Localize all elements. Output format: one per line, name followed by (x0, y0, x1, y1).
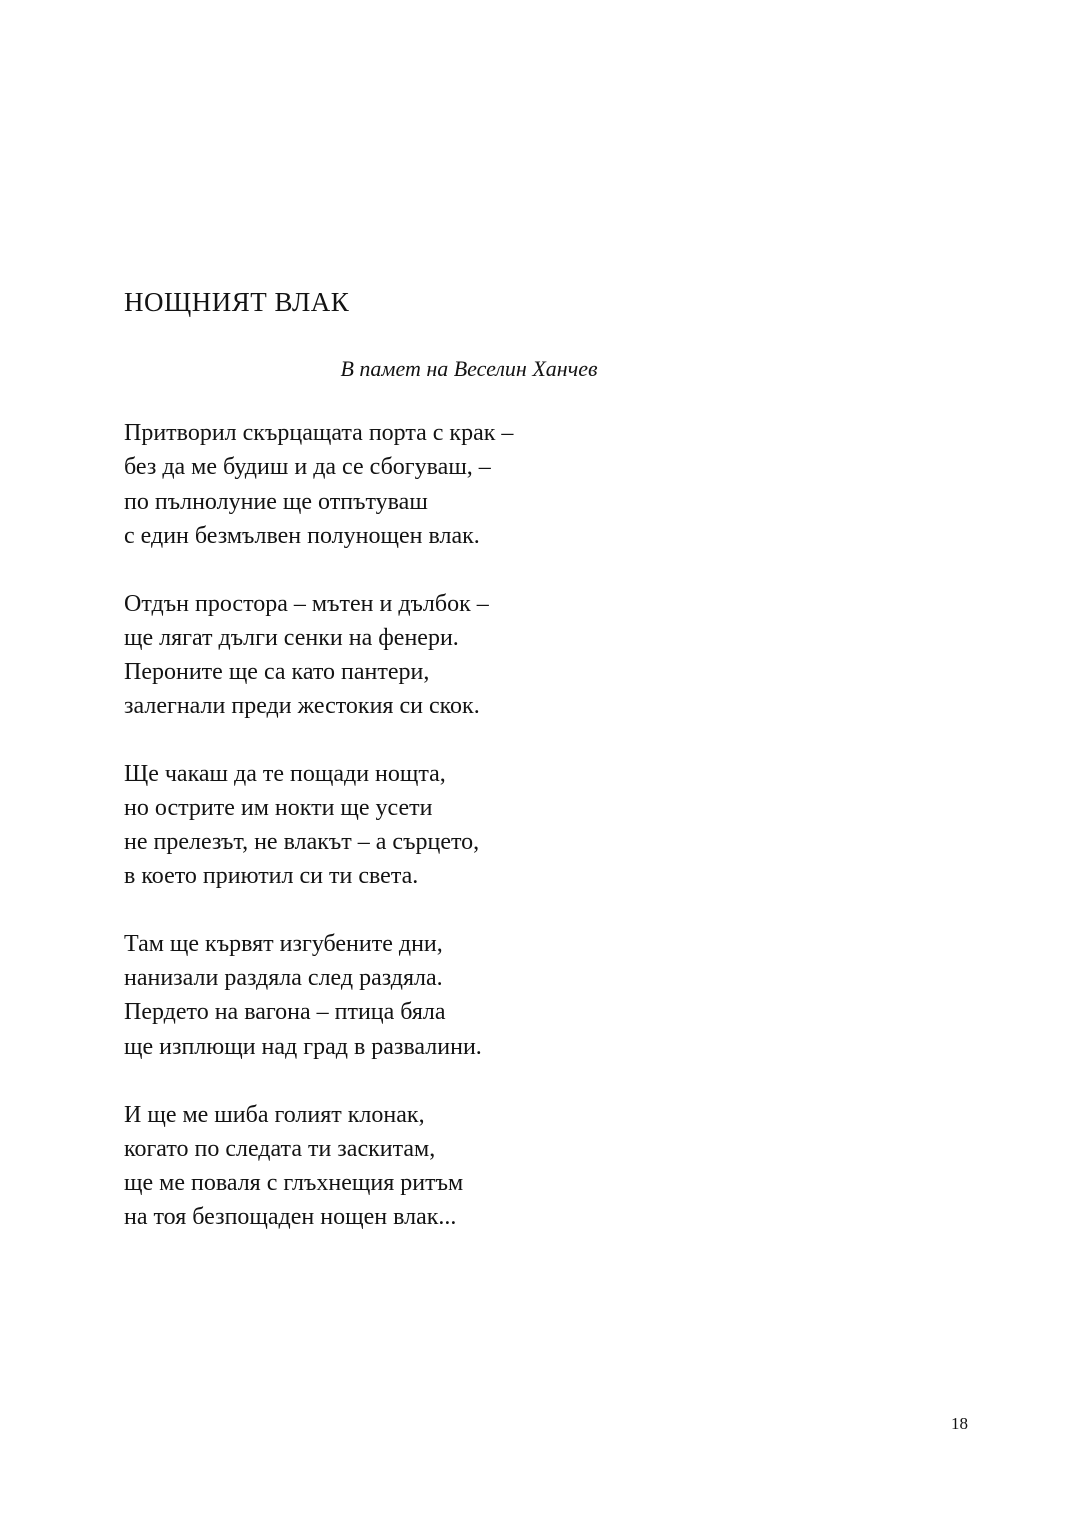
poem-stanza (124, 416, 824, 552)
poem-line: ще изплющи над град в развалини. (124, 1033, 482, 1060)
poem-body (124, 286, 824, 1234)
poem-stanza (124, 757, 824, 893)
poem-line: ще лягат дълги сенки на фенери. (124, 624, 459, 651)
page-number: 18 (951, 1414, 968, 1433)
poem-line: когато по следата ти заскитам, (124, 1135, 436, 1162)
poem-line: залегнали преди жестокия си скок. (124, 692, 480, 719)
poem-line: нанизали раздяла след раздяла. (124, 965, 443, 992)
poem-line: Пероните ще са като пантери, (124, 658, 430, 685)
poem-dedication: В памет на Веселин Ханчев (340, 356, 598, 382)
poem-line: с един безмълвен полунощен влак. (124, 522, 480, 549)
poem-line: Ще чакаш да те пощади нощта, (124, 761, 446, 788)
poem-line: И ще ме шиба голият клонак, (124, 1101, 425, 1128)
poem-line: ще ме поваля с глъхнещия ритъм (124, 1169, 464, 1196)
poem-stanza (124, 587, 824, 723)
poem-line: но острите им нокти ще усети (124, 795, 433, 822)
poem-line: не прелезът, не влакът – а сърцето, (124, 829, 480, 856)
poem-line: Отдън простора – мътен и дълбок – (124, 590, 489, 617)
poem-stanza (124, 1098, 824, 1234)
poem-line: на тоя безпощаден нощен влак... (124, 1203, 457, 1230)
poem-line: Пердето на вагона – птица бяла (124, 999, 446, 1026)
poem-line: в което приютил си ти света. (124, 863, 419, 890)
poem-line: по пълнолуние ще отпътуваш (124, 488, 428, 515)
page-title: НОЩНИЯТ ВЛАК (124, 287, 350, 317)
poem-line: Там ще кървят изгубените дни, (124, 931, 443, 958)
poem-line: Притворил скърцащата порта с крак – (124, 420, 514, 447)
poem-stanza (124, 927, 824, 1063)
poem-line: без да ме будиш и да се сбогуваш, – (124, 454, 491, 481)
